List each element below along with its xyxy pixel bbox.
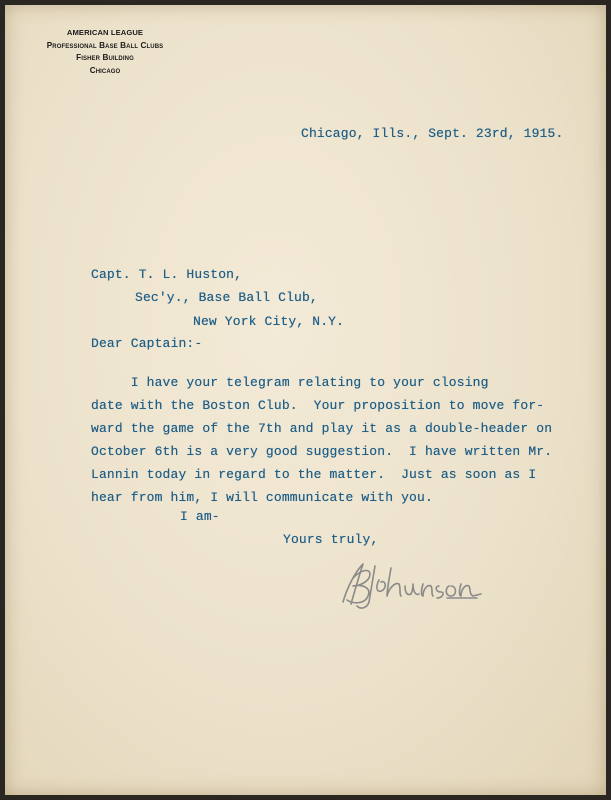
recipient-title: Sec'y., Base Ball Club, (135, 290, 318, 305)
letterhead-building: Fisher Building (76, 53, 134, 63)
closing-yours-truly: Yours truly, (283, 532, 379, 547)
body-line: I have your telegram relating to your closing (91, 375, 489, 390)
letter-sheet (5, 5, 606, 795)
body-line: Lannin today in regard to the matter. Just as soon as I (91, 467, 537, 482)
signature-drawing (329, 554, 489, 614)
body-line: hear from him, I will communicate with you. (91, 490, 433, 505)
letterhead-city: Chicago (89, 65, 121, 75)
letter-body (91, 371, 552, 509)
letterhead-subtitle: Professional Base Ball Clubs (46, 40, 164, 50)
letterhead (5, 27, 205, 77)
recipient-name: Capt. T. L. Huston, (91, 267, 243, 282)
signature (329, 554, 489, 614)
salutation: Dear Captain:- (91, 336, 203, 351)
body-line: October 6th is a very good suggestion. I have written Mr. (91, 444, 553, 459)
letterhead-org: AMERICAN LEAGUE (66, 28, 144, 37)
body-line: ward the game of the 7th and play it as a double-header on (91, 421, 553, 436)
closing-i-am: I am- (180, 509, 220, 524)
dateline: Chicago, Ills., Sept. 23rd, 1915. (301, 126, 564, 141)
recipient-city: New York City, N.Y. (193, 314, 345, 329)
body-line: date with the Boston Club. Your proposition to move for- (91, 398, 545, 413)
